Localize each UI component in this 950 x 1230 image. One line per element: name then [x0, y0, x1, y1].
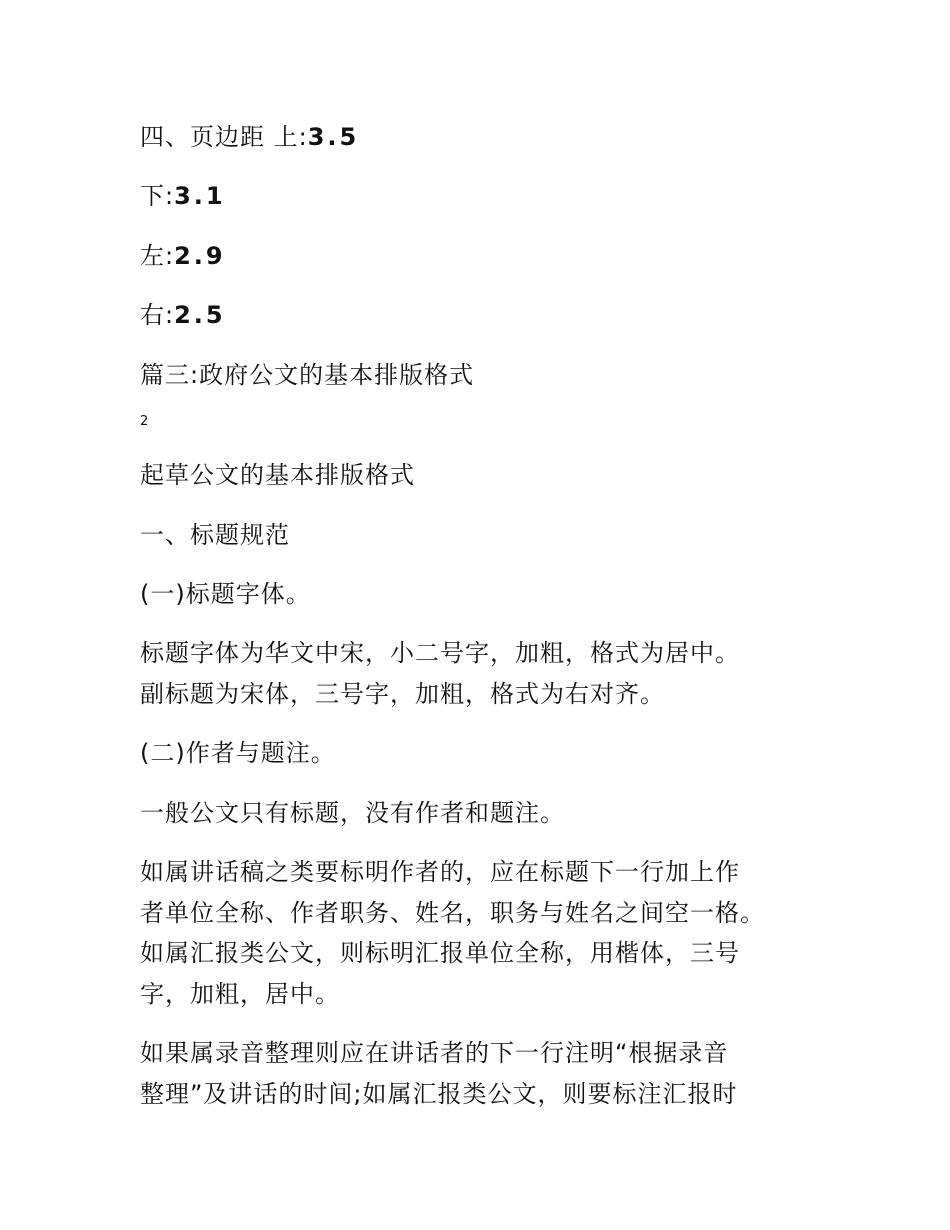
sub2-para3-line1: 如果属录音整理则应在讲话者的下一行注明“根据录音: [140, 1039, 729, 1067]
margin-bottom-line: [140, 176, 226, 216]
sub2-para2-line2: 者单位全称、作者职务、姓名，职务与姓名之间空一格。: [140, 899, 765, 927]
margin-top-line: [140, 117, 359, 157]
sub2-para2-line1: 如属讲话稿之类要标明作者的，应在标题下一行加上作: [140, 858, 740, 886]
margin-left-value: 2.9: [174, 242, 226, 270]
sub1-line1: 标题字体为华文中宋，小二号字，加粗，格式为居中。: [140, 639, 740, 667]
margin-left-label: 左:: [140, 242, 175, 270]
part1-title: 一、标题规范: [140, 521, 290, 549]
sub2-para2-line4: 字，加粗，居中。: [140, 980, 340, 1008]
document-heading: 起草公文的基本排版格式: [140, 461, 415, 489]
sub2-para3-line2: 整理”及讲话的时间;如属汇报类公文，则要标注汇报时: [140, 1080, 738, 1108]
page-number: 2: [140, 414, 149, 429]
margin-bottom-value: 3.1: [174, 182, 226, 210]
sub2-title: (二)作者与题注。: [140, 739, 336, 767]
margin-bottom-label: 下:: [140, 182, 175, 210]
sub1-title: (一)标题字体。: [140, 580, 311, 608]
section-title: 篇三:政府公文的基本排版格式: [140, 361, 475, 389]
margin-right-value: 2.5: [174, 301, 226, 329]
sub1-line2: 副标题为宋体，三号字，加粗，格式为右对齐。: [140, 680, 665, 708]
margin-top-value: 3.5: [307, 123, 360, 151]
margin-left-line: [140, 236, 226, 276]
margin-top-label: 四、页边距 上:: [140, 123, 308, 151]
sub2-para2-line3: 如属汇报类公文，则标明汇报单位全称，用楷体，三号: [140, 939, 740, 967]
sub2-para1: 一般公文只有标题，没有作者和题注。: [140, 799, 565, 827]
margin-right-line: [140, 295, 226, 335]
margin-right-label: 右:: [140, 301, 175, 329]
